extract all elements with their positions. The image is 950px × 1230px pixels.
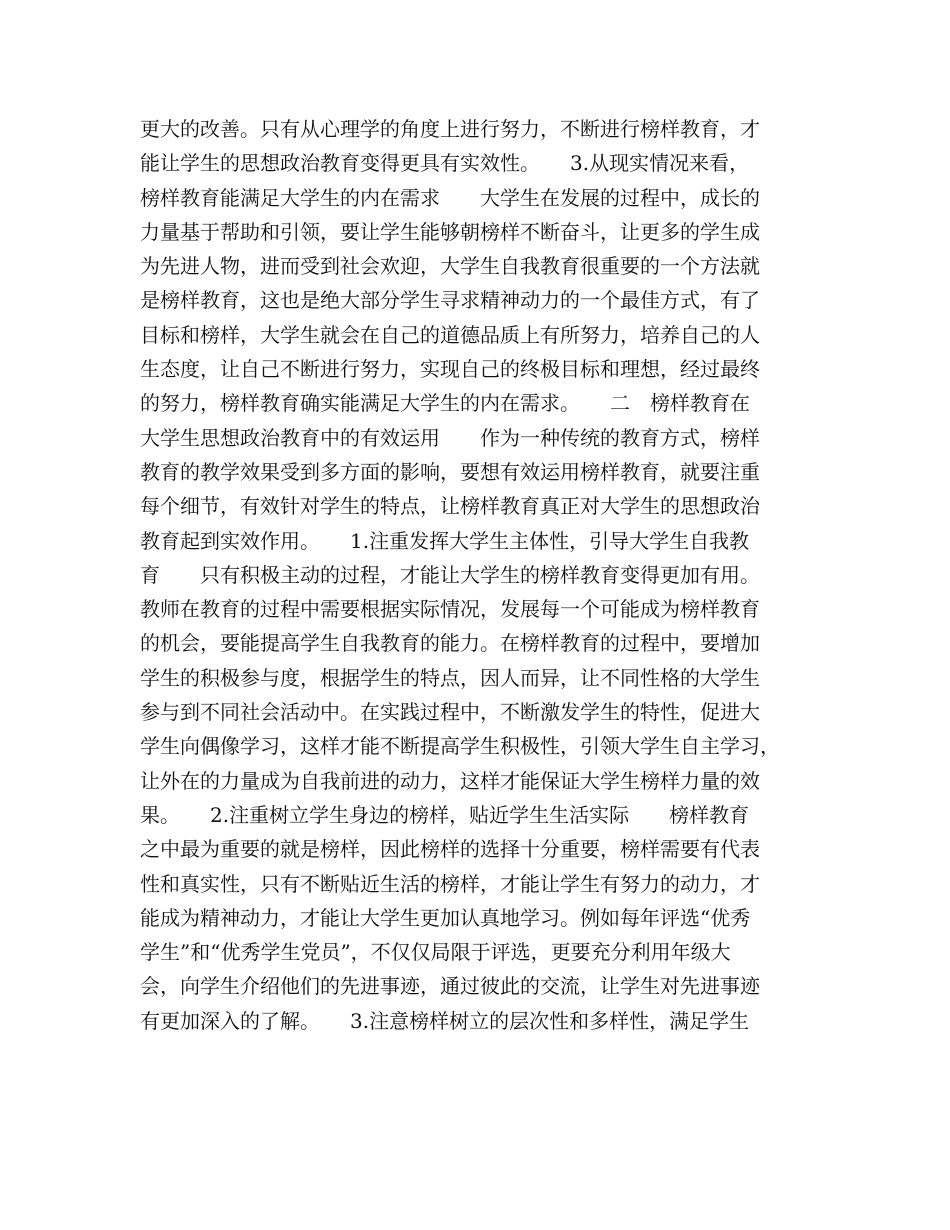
text-line: 学生的积极参与度，根据学生的特点，因人而异，让不同性格的大学生 xyxy=(140,665,760,690)
text-line: 每个细节，有效针对学生的特点，让榜样教育真正对大学生的思想政治 xyxy=(140,494,760,519)
text-line: 能成为精神动力，才能让大学生更加认真地学习。例如每年评选“优秀 xyxy=(140,905,751,930)
text-line: 榜样教育能满足大学生的内在需求 大学生在发展的过程中，成长的 xyxy=(140,185,760,210)
text-line: 为先进人物，进而受到社会欢迎，大学生自我教育很重要的一个方法就 xyxy=(140,254,760,279)
text-line: 育 只有积极主动的过程，才能让大学生的榜样教育变得更加有用。 xyxy=(140,562,760,587)
text-line: 之中最为重要的就是榜样，因此榜样的选择十分重要，榜样需要有代表 xyxy=(140,837,760,862)
text-line: 让外在的力量成为自我前进的动力，这样才能保证大学生榜样力量的效 xyxy=(140,768,760,793)
text-line: 会，向学生介绍他们的先进事迹，通过彼此的交流，让学生对先进事迹 xyxy=(140,974,760,999)
text-line: 学生向偶像学习，这样才能不断提高学生积极性，引领大学生自主学习， xyxy=(140,734,780,759)
text-line: 是榜样教育，这也是绝大部分学生寻求精神动力的一个最佳方式，有了 xyxy=(140,288,760,313)
body-text xyxy=(140,112,820,1038)
text-line: 学生”和“优秀学生党员”，不仅仅局限于评选，更要充分利用年级大 xyxy=(140,940,731,965)
text-line: 教育起到实效作用。 1.注重发挥大学生主体性，引导大学生自我教 xyxy=(140,528,750,553)
text-line: 果。 2.注重树立学生身边的榜样，贴近学生生活实际 榜样教育 xyxy=(140,802,750,827)
text-line: 目标和榜样，大学生就会在自己的道德品质上有所努力，培养自己的人 xyxy=(140,322,760,347)
text-line: 力量基于帮助和引领，要让学生能够朝榜样不断奋斗，让更多的学生成 xyxy=(140,219,760,244)
text-line: 参与到不同社会活动中。在实践过程中，不断激发学生的特性，促进大 xyxy=(140,700,760,725)
text-line: 能让学生的思想政治教育变得更具有实效性。 3.从现实情况来看， xyxy=(140,151,750,176)
text-line: 的机会，要能提高学生自我教育的能力。在榜样教育的过程中，要增加 xyxy=(140,631,760,656)
text-line: 大学生思想政治教育中的有效运用 作为一种传统的教育方式，榜样 xyxy=(140,425,760,450)
text-line: 教师在教育的过程中需要根据实际情况，发展每一个可能成为榜样教育 xyxy=(140,597,760,622)
text-line: 的努力，榜样教育确实能满足大学生的内在需求。 二 榜样教育在 xyxy=(140,391,750,416)
text-line: 更大的改善。只有从心理学的角度上进行努力，不断进行榜样教育，才 xyxy=(140,117,760,141)
text-line: 有更加深入的了解。 3.注意榜样树立的层次性和多样性，满足学生 xyxy=(140,1008,750,1033)
text-line: 性和真实性，只有不断贴近生活的榜样，才能让学生有努力的动力，才 xyxy=(140,871,760,896)
text-line: 教育的教学效果受到多方面的影响，要想有效运用榜样教育，就要注重 xyxy=(140,459,760,484)
text-line: 生态度，让自己不断进行努力，实现自己的终极目标和理想，经过最终 xyxy=(140,357,760,382)
